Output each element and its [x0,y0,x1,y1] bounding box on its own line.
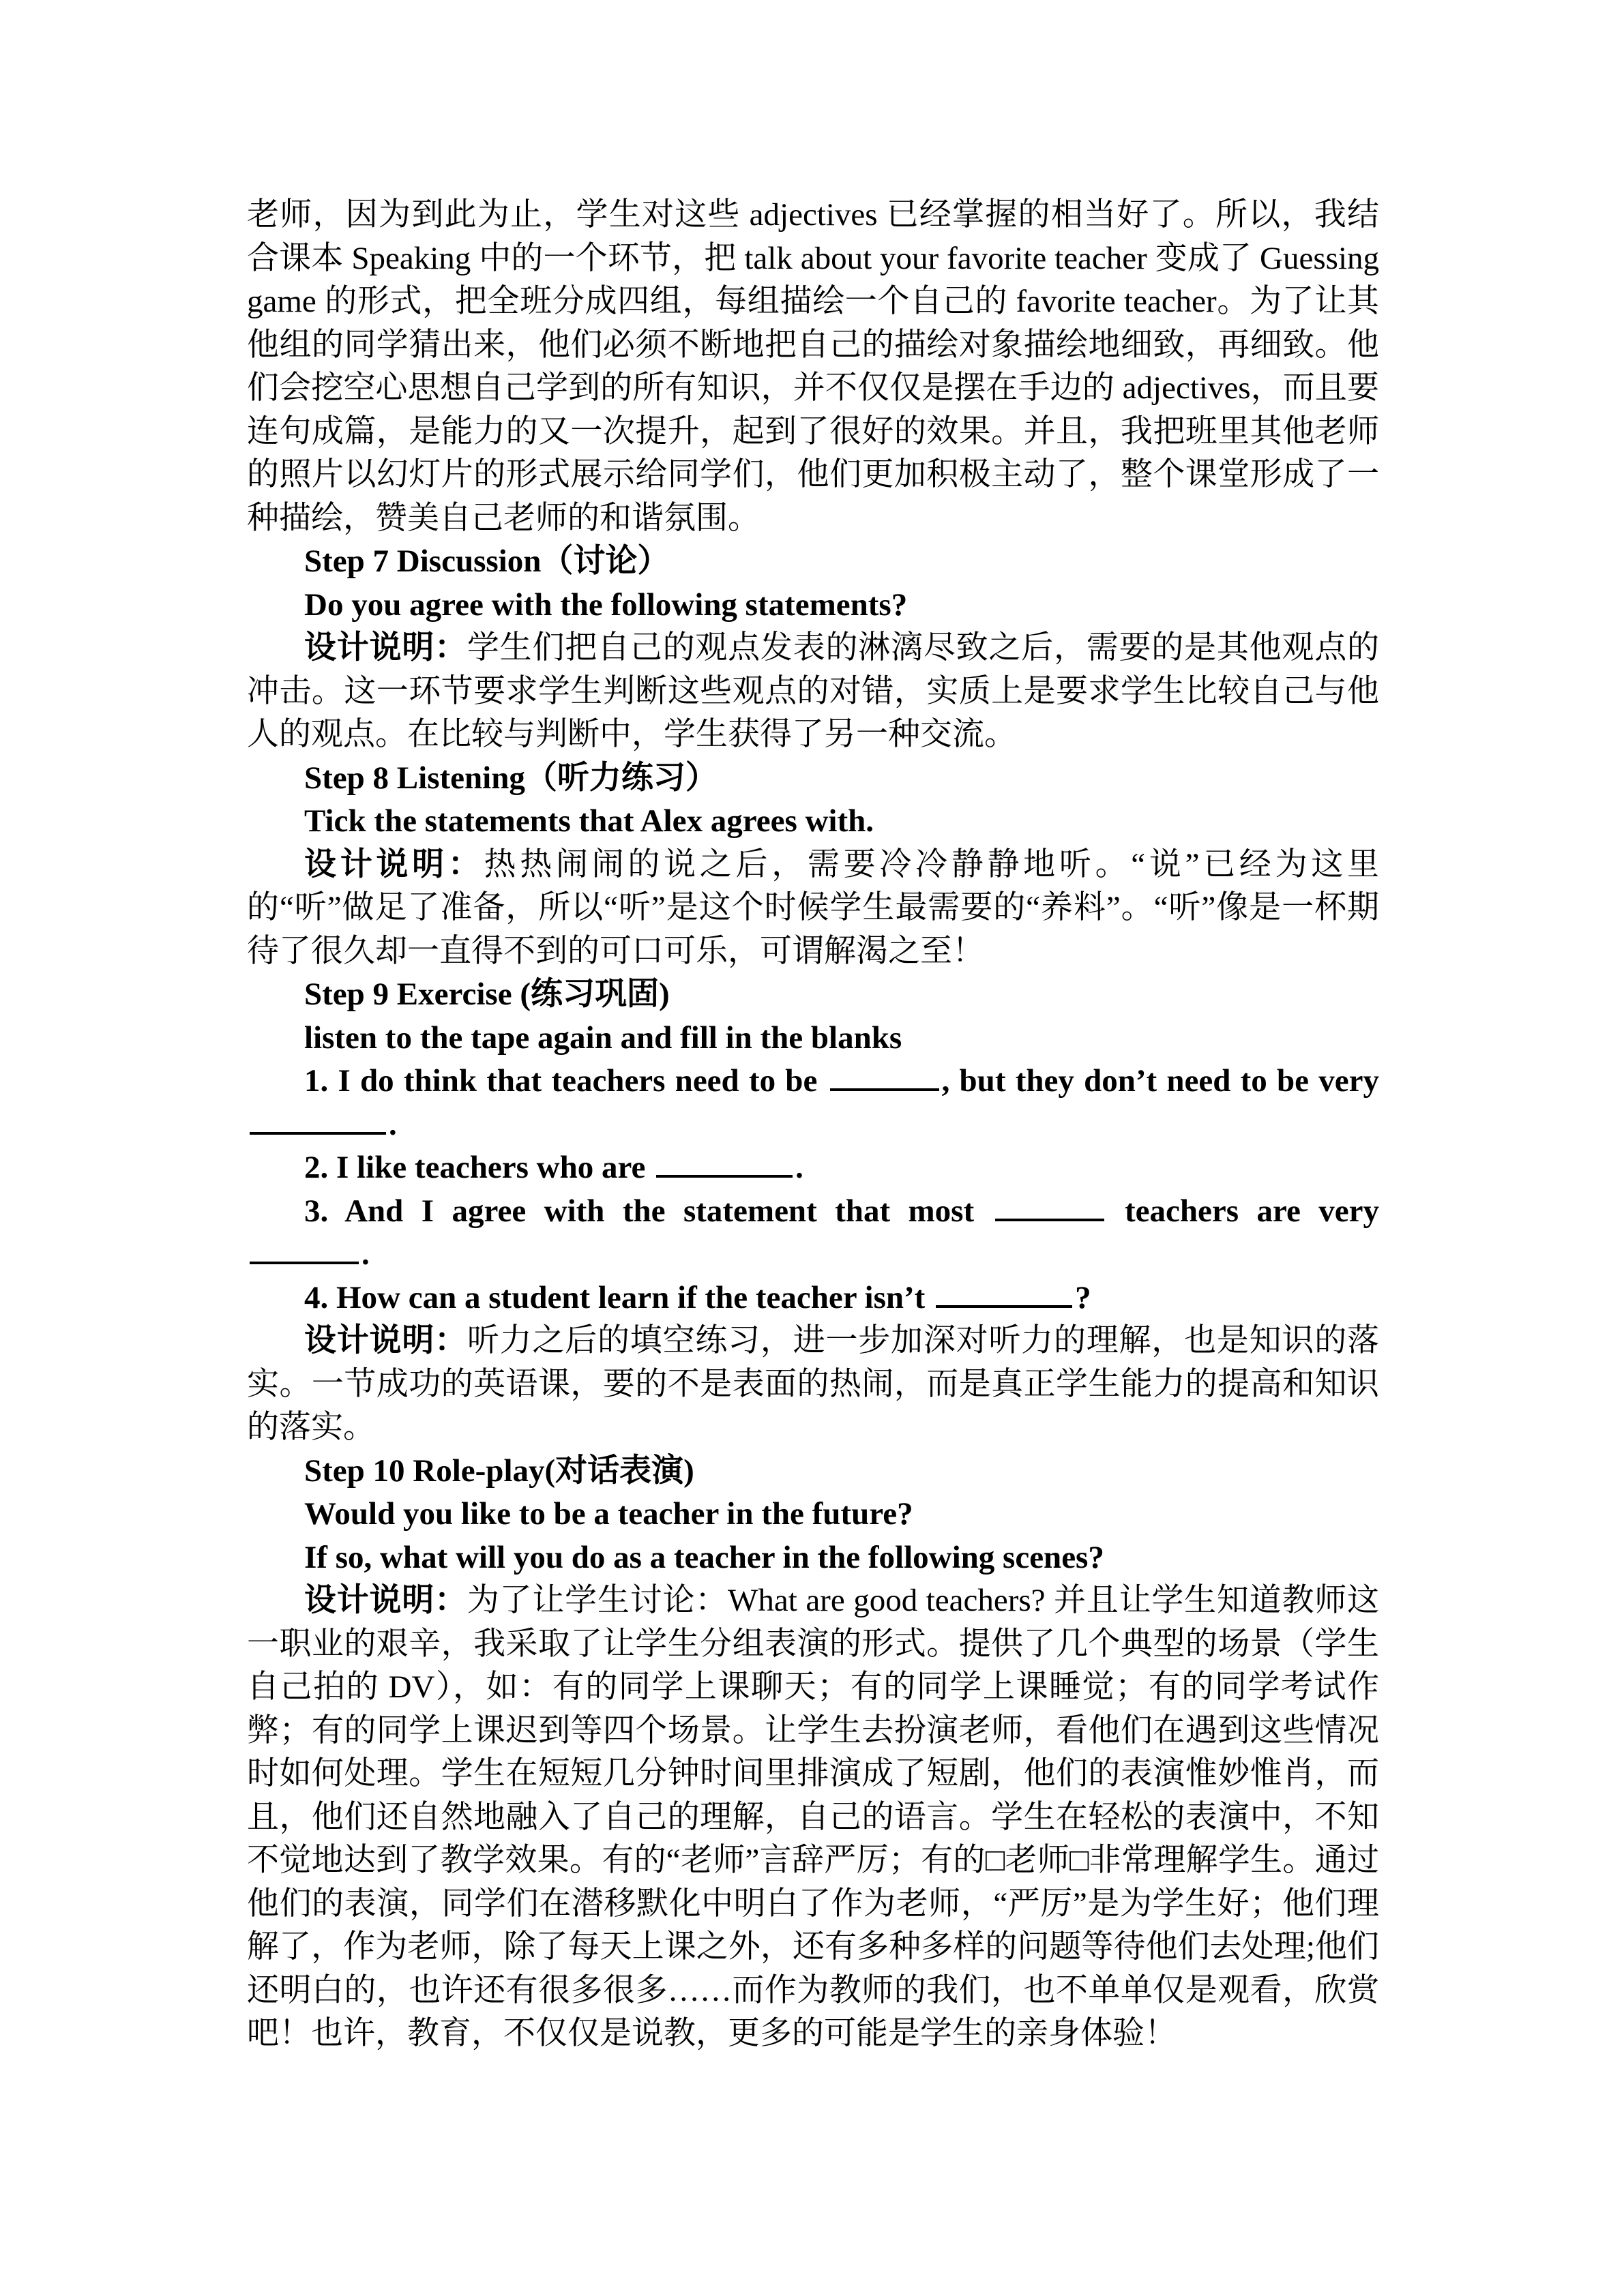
step10-prompt-1: Would you like to be a teacher in the future? [304,1496,913,1532]
intro-paragraph: 老师，因为到此为止，学生对这些 adjectives 已经掌握的相当好了。所以，我结合课本 Speaking 中的一个环节，把 talk about your favorite teacher 变成了 Guessing game 的形式，把全班分成四组，每组描绘一个自己的 favorite teacher。为了让其他组的同学猜出来，他们必须不断地把自己的描绘对象描绘地细致，再细致。他们会挖空心思想自己学到的所有知识，并不仅仅是摆在手边的 adjectives，而且要连句成篇，是能力的又一次提升，起到了很好的效果。并且，我把班里其他老师的照片以幻灯片的形式展示给同学们，他们更加积极主动了，整个课堂形成了一种描绘，赞美自己老师的和谐氛围。 [247,197,1379,536]
step9-design-note [247,1320,1379,1450]
exercise-question-2: 2. I like teachers who are . [247,1146,1379,1190]
fill-blank[interactable] [830,1061,939,1091]
fill-blank[interactable] [995,1191,1104,1221]
fill-blank[interactable] [656,1148,793,1178]
step9-prompt: listen to the tape again and fill in the blanks [304,1019,902,1056]
design-text: 为了让学生讨论：What are good teachers? 并且让学生知道教师这一职业的艰辛，我采取了让学生分组表演的形式。提供了几个典型的场景（学生自己拍的 DV），如：有的同学上课聊天；有的同学上课睡觉；有的同学考试作弊；有的同学上课迟到等四个场景。让学生去扮演老师，看他们在遇到这些情况时如何处理。学生在短短几分钟时间里排演成了短剧，他们的表演惟妙惟肖，而且，他们还自然地融入了自己的理解，自己的语言。学生在轻松的表演中，不知不觉地达到了教学效果。有的“老师”言辞严厉；有的□老师□非常理解学生。通过他们的表演，同学们在潜移默化中明白了作为老师，“严厉”是为学生好；他们理解了，作为老师，除了每天上课之外，还有多种多样的问题等待他们去处理;他们还明白的，也许还有很多很多……而作为教师的我们，也不单单仅是观看，欣赏吧！也许，教育，不仅仅是说教，更多的可能是学生的亲身体验！ [247,1583,1379,2051]
exercise-question-3: 3. And I agree with the statement that most teachers are very . [247,1190,1379,1277]
fill-blank[interactable] [250,1105,386,1135]
step7-prompt: Do you agree with the following statements? [304,586,908,623]
step10-design-note [247,1579,1379,2056]
step7-design-note [247,627,1379,757]
step8-prompt: Tick the statements that Alex agrees with. [304,803,874,839]
fill-blank[interactable] [250,1234,359,1264]
document-page [247,194,1379,2056]
step8-heading: Step 8 Listening（听力练习） [304,760,718,796]
design-label: 设计说明： [304,1583,467,1618]
design-label: 设计说明： [304,630,467,666]
fill-blank[interactable] [936,1278,1072,1308]
exercise-question-1: 1. I do think that teachers need to be , but they don’t need to be very . [247,1060,1379,1146]
step8-design-note [247,844,1379,974]
design-text: 热热闹闹的说之后，需要冷冷静静地听。“说”已经为这里的“听”做足了准备，所以“听”是这个时候学生最需要的“养料”。“听”像是一杯期待了很久却一直得不到的可口可乐，可谓解渴之至！ [247,846,1379,969]
design-label: 设计说明： [304,846,484,882]
step7-heading: Step 7 Discussion（讨论） [304,543,670,579]
design-label: 设计说明： [304,1323,467,1358]
step9-heading: Step 9 Exercise (练习巩固) [304,976,670,1012]
design-text: 听力之后的填空练习，进一步加深对听力的理解，也是知识的落实。一节成功的英语课，要的不是表面的热闹，而是真正学生能力的提高和知识的落实。 [247,1323,1379,1445]
design-text: 学生们把自己的观点发表的淋漓尽致之后，需要的是其他观点的冲击。这一环节要求学生判断这些观点的对错，实质上是要求学生比较自己与他人的观点。在比较与判断中，学生获得了另一种交流。 [247,630,1379,752]
exercise-question-4: 4. How can a student learn if the teacher isn’t ? [247,1277,1379,1320]
step10-prompt-2: If so, what will you do as a teacher in the following scenes? [304,1539,1104,1575]
step10-heading: Step 10 Role-play(对话表演) [304,1452,694,1489]
